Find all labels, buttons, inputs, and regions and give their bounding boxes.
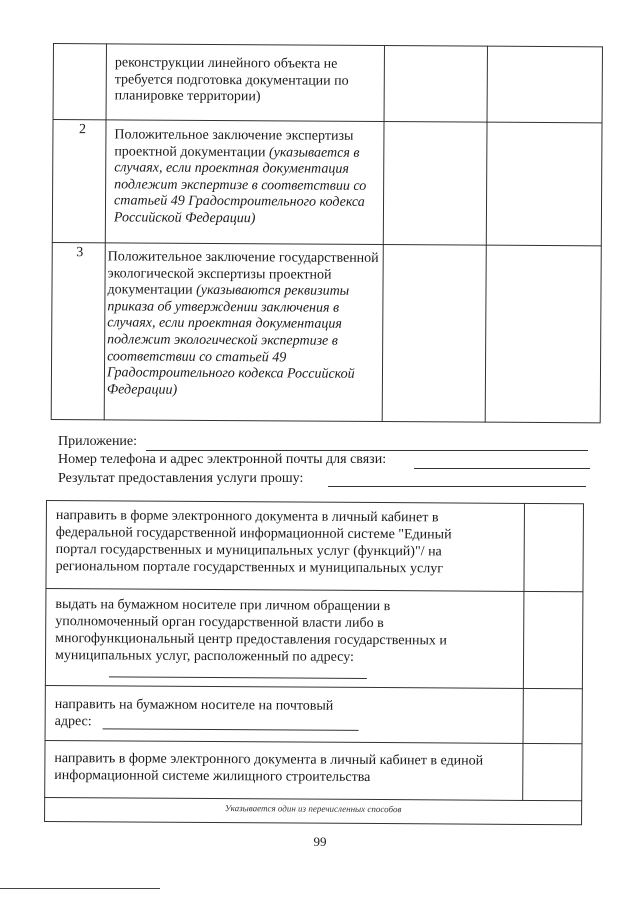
attachment-label: Приложение: bbox=[58, 434, 138, 449]
contact-field[interactable] bbox=[414, 468, 590, 469]
row-note: (указывается в случаях, если проектная документация подлежит экспертизе в соответствии со статьей 49 Градостроительного кодекса Российской Федерации) bbox=[113, 144, 367, 227]
page-number: 99 bbox=[313, 834, 327, 849]
row-description bbox=[114, 127, 395, 228]
attachment-field[interactable] bbox=[146, 450, 588, 451]
option-checkbox[interactable] bbox=[524, 689, 582, 743]
result-label: Результат предоставления услуги прошу: bbox=[58, 471, 304, 486]
footnote-separator bbox=[0, 888, 160, 889]
option-checkbox[interactable] bbox=[523, 744, 581, 800]
row-title: Положительное заключение экспертизы проектной документации bbox=[114, 127, 354, 160]
row-note: (указываются реквизиты приказа об утверждении заключения в случаях, если проектная документация подлежит экологической экспертизе в соответствии со статьей 49 Градостроительного кодекса Российской Федерации) bbox=[106, 283, 355, 398]
row-number: 2 bbox=[78, 122, 87, 138]
option-text: направить в форме электронного документа в личный кабинет в единой информационной системе жилищного строительства bbox=[54, 751, 484, 785]
row-title: Положительное заключение государственной экологической экспертизы проектной документации bbox=[107, 249, 379, 299]
row-description bbox=[107, 249, 388, 400]
row-description: реконструкции линейного объекта не требуется подготовка документации по планировке территории) bbox=[114, 55, 349, 105]
options-note: Указывается один из перечисленных способов bbox=[224, 803, 402, 815]
option-text: направить в форме электронного документа в личный кабинет в федеральной государственной информационной системе "Единый портал государственных и муниципальных услуг (функций)"/ на региональном портале государственных и муниципальных услуг bbox=[55, 508, 452, 577]
documents-table bbox=[51, 43, 603, 423]
contact-label: Номер телефона и адрес электронной почты для связи: bbox=[58, 452, 387, 467]
result-underline bbox=[328, 486, 586, 487]
option-checkbox[interactable] bbox=[524, 504, 583, 591]
option-checkbox[interactable] bbox=[524, 592, 583, 688]
delivery-options-table bbox=[44, 500, 584, 825]
option-text: выдать на бумажном носителе при личном обращении в уполномоченный орган государственной власти либо в многофункциональный центр предоставления государственных и муниципальных услуг, расположенный по адресу: bbox=[55, 597, 447, 665]
option-text: направить на бумажном носителе на почтовый адрес: bbox=[54, 697, 334, 730]
row-number: 3 bbox=[76, 245, 84, 261]
